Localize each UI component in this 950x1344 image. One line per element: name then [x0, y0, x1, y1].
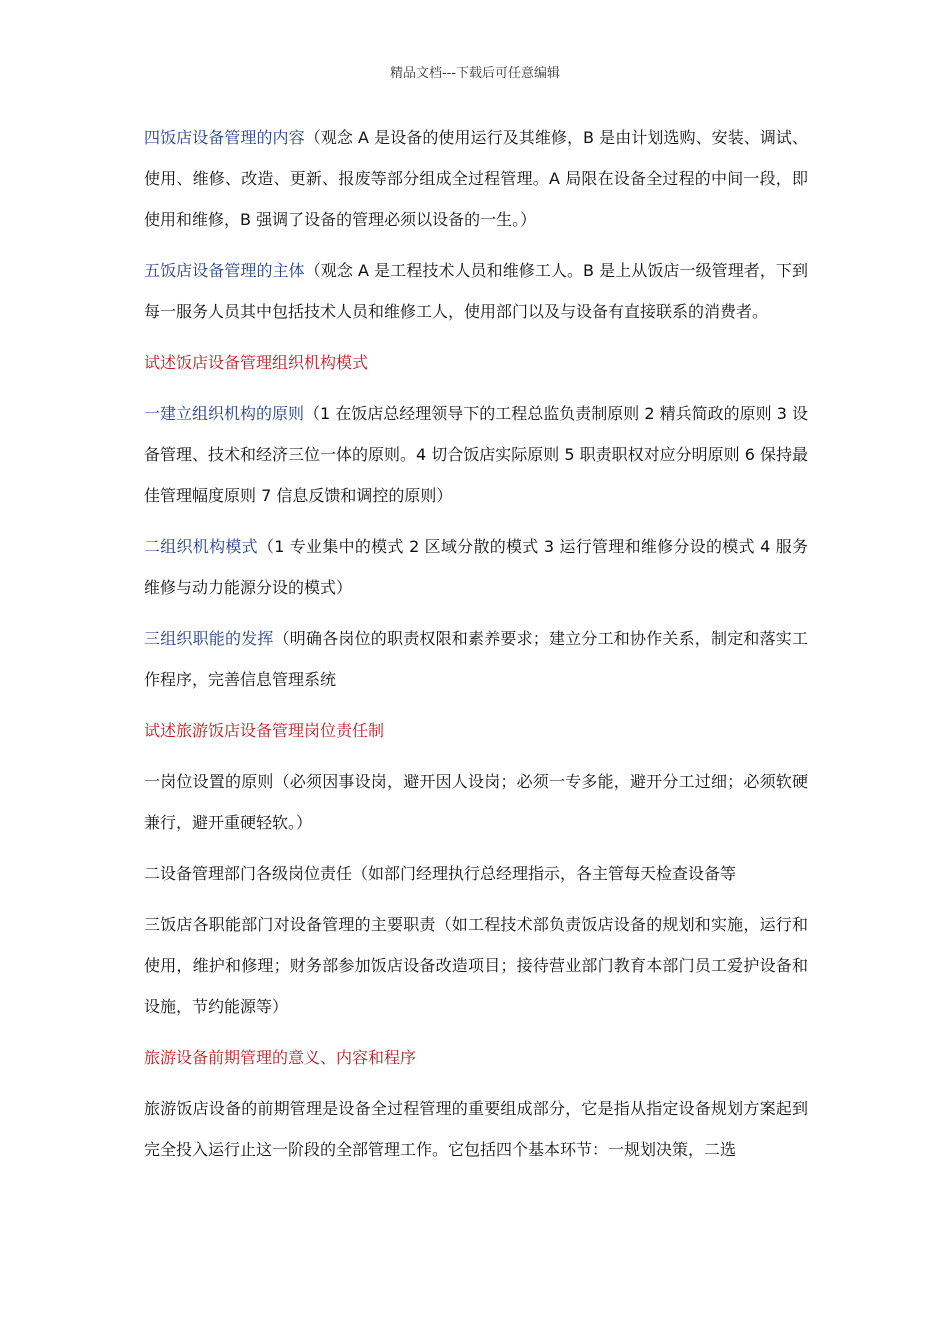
- org-functions-title: 三组织职能的发挥: [144, 629, 274, 648]
- section-4-content: [144, 117, 808, 240]
- org-principles-text: （1 在饭店总经理领导下的工程总监负责制原则 2 精兵简政的原则 3 设备管理、技术和经济三位一体的原则。4 切合饭店实际原则 5 职责职权对应分明原则 6 保持最佳管理幅度原则 7 信息反馈和调控的原则）: [144, 404, 808, 505]
- functional-dept-duties: 三饭店各职能部门对设备管理的主要职责（如工程技术部负责饭店设备的规划和实施，运行和使用，维护和修理；财务部参加饭店设备改造项目；接待营业部门教育本部门员工爱护设备和设施，节约能源等）: [144, 915, 808, 1016]
- section-4-text: （观念 A 是设备的使用运行及其维修，B 是由计划选购、安装、调试、使用、维修、改造、更新、报废等部分组成全过程管理。A 局限在设备全过程的中间一段，即使用和维修，B 强调了设备的管理必须以设备的一生。）: [144, 128, 808, 229]
- org-functions: [144, 618, 808, 700]
- post-setting-principles: 一岗位设置的原则（必须因事设岗，避开因人设岗；必须一专多能，避开分工过细；必须软硬兼行，避开重硬轻软。）: [144, 772, 808, 832]
- section-5-title: 五饭店设备管理的主体: [144, 261, 305, 280]
- section-5-text: （观念 A 是工程技术人员和维修工人。B 是上从饭店一级管理者，下到每一服务人员其中包括技术人员和维修工人，使用部门以及与设备有直接联系的消费者。: [144, 261, 808, 321]
- org-modes-text: （1 专业集中的模式 2 区域分散的模式 3 运行管理和维修分设的模式 4 服务维修与动力能源分设的模式）: [144, 537, 808, 597]
- org-principles-title: 一建立组织机构的原则: [144, 404, 305, 423]
- org-principles: [144, 393, 808, 516]
- org-functions-text: （明确各岗位的职责权限和素养要求；建立分工和协作关系，制定和落实工作程序，完善信息管理系统: [144, 629, 808, 689]
- dept-post-responsibility: 二设备管理部门各级岗位责任（如部门经理执行总经理指示，各主管每天检查设备等: [144, 864, 737, 883]
- heading-org-structure: 试述饭店设备管理组织机构模式: [144, 353, 369, 372]
- org-modes-title: 二组织机构模式: [144, 537, 258, 556]
- page-header: 精品文档---下载后可任意编辑: [389, 66, 561, 81]
- preliminary-management-text: 旅游饭店设备的前期管理是设备全过程管理的重要组成部分，它是指从指定设备规划方案起到完全投入运行止这一阶段的全部管理工作。它包括四个基本环节：一规划决策，二选: [144, 1099, 808, 1159]
- org-modes: [144, 526, 808, 608]
- section-4-title: 四饭店设备管理的内容: [144, 128, 305, 147]
- document-body: [144, 117, 808, 1180]
- heading-preliminary-management: 旅游设备前期管理的意义、内容和程序: [144, 1048, 417, 1067]
- section-5-subject: [144, 250, 808, 332]
- heading-post-responsibility: 试述旅游饭店设备管理岗位责任制: [144, 721, 385, 740]
